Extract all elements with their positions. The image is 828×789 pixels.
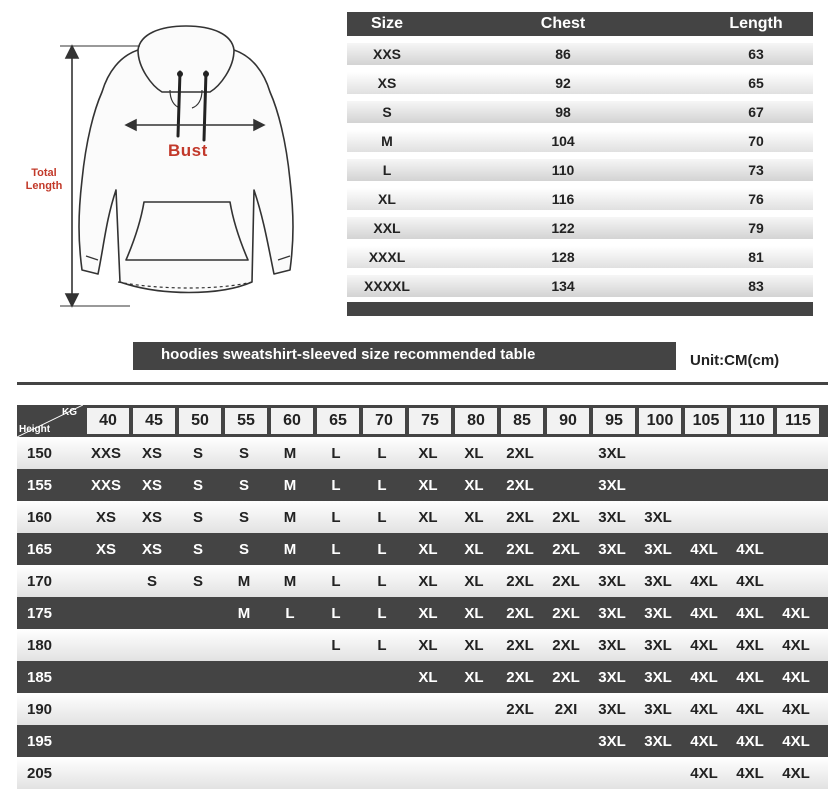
recommended-size-cell: M [283, 508, 297, 526]
chest-cell: 122 [551, 220, 575, 236]
recommended-size-cell: XL [464, 636, 484, 654]
height-row [17, 757, 828, 789]
length-cell: 70 [748, 133, 764, 149]
length-header: Length [729, 15, 783, 32]
size-row [347, 246, 813, 268]
recommended-size-cell: 4XL [690, 700, 718, 718]
recommended-size-cell: 4XL [736, 540, 764, 558]
recommended-size-cell: 3XL [598, 700, 626, 718]
recommended-size-cell: 3XL [644, 636, 672, 654]
length-cell: 67 [748, 104, 764, 120]
height-row [17, 501, 828, 533]
weight-header-cell: 95 [593, 408, 635, 434]
recommended-size-cell: 2XL [506, 444, 534, 462]
height-cell: 190 [27, 700, 53, 718]
recommended-size-cell: XS [141, 444, 162, 462]
recommended-size-cell: L [331, 636, 341, 654]
recommended-size-cell: L [377, 604, 387, 622]
recommended-size-cell: 4XL [736, 668, 764, 686]
recommended-size-cell: 4XL [782, 636, 810, 654]
recommended-size-cell: 4XL [736, 572, 764, 590]
recommended-size-cell: M [283, 572, 297, 590]
recommended-size-cell: 3XL [598, 572, 626, 590]
length-cell: 83 [748, 278, 764, 294]
recommended-size-cell: XL [464, 572, 484, 590]
recommended-size-cell: L [331, 476, 341, 494]
height-row [17, 629, 828, 661]
recommended-size-cell: 2XL [506, 636, 534, 654]
recommended-size-cell: 4XL [690, 636, 718, 654]
recommended-size-cell: M [283, 444, 297, 462]
recommended-size-cell: M [283, 476, 297, 494]
length-cell: 79 [748, 220, 764, 236]
recommended-size-cell: 3XL [644, 668, 672, 686]
recommended-size-cell: S [238, 540, 249, 558]
recommended-size-cell: S [192, 444, 203, 462]
recommended-size-cell: 3XL [644, 604, 672, 622]
recommended-size-cell: XL [464, 668, 484, 686]
recommended-size-cell: 4XL [690, 732, 718, 750]
height-row [17, 533, 828, 565]
height-cell: 160 [27, 508, 53, 526]
recommended-size-cell: 4XL [736, 636, 764, 654]
unit-label: Unit:CM(cm) [690, 352, 780, 369]
length-cell: 73 [748, 162, 764, 178]
size-cell: XXXXL [364, 278, 410, 294]
recommended-size-cell: 4XL [690, 540, 718, 558]
size-cell: XXL [373, 220, 401, 236]
recommended-size-cell: XL [418, 476, 438, 494]
height-cell: 175 [27, 604, 53, 622]
length-cell: 81 [748, 249, 764, 265]
size-recommendation-table [17, 405, 828, 789]
height-cell: 150 [27, 444, 53, 462]
weight-header-cell: 80 [455, 408, 497, 434]
recommended-size-cell: 3XL [644, 508, 672, 526]
recommended-size-cell: M [237, 572, 251, 590]
recommended-size-cell: XL [464, 476, 484, 494]
recommended-size-cell: XL [464, 540, 484, 558]
weight-header-cell: 50 [179, 408, 221, 434]
size-row [347, 101, 813, 123]
recommended-size-cell: XL [464, 508, 484, 526]
size-cell: XL [378, 191, 396, 207]
size-row [347, 72, 813, 94]
recommended-size-cell: 3XL [598, 668, 626, 686]
weight-header-cell: 45 [133, 408, 175, 434]
recommended-size-cell: 4XL [782, 604, 810, 622]
length-cell: 65 [748, 75, 764, 91]
recommended-size-cell: XS [95, 508, 116, 526]
weight-header-cell: 65 [317, 408, 359, 434]
recommended-size-cell: 2XL [506, 668, 534, 686]
recommended-size-cell: L [331, 444, 341, 462]
height-cell: 205 [27, 764, 53, 782]
height-row [17, 661, 828, 693]
height-cell: 180 [27, 636, 53, 654]
weight-header-cell: 85 [501, 408, 543, 434]
recommended-size-cell: XS [141, 540, 162, 558]
size-header: Size [370, 15, 403, 32]
recommended-size-cell: 4XL [736, 764, 764, 782]
chest-cell: 98 [555, 104, 571, 120]
recommended-size-cell: L [377, 572, 387, 590]
chest-cell: 128 [551, 249, 575, 265]
height-row [17, 469, 828, 501]
recommend-banner: hoodies sweatshirt-sleeved size recommended table [133, 342, 676, 370]
height-cell: 185 [27, 668, 53, 686]
recommended-size-cell: 2XL [506, 540, 534, 558]
recommended-size-cell: M [283, 540, 297, 558]
recommended-size-cell: XL [418, 540, 438, 558]
size-table-header [347, 12, 813, 36]
size-row [347, 130, 813, 152]
height-row [17, 597, 828, 629]
recommended-size-cell: 2XL [552, 636, 580, 654]
size-cell: XXXL [368, 249, 406, 265]
weight-header-cell: 70 [363, 408, 405, 434]
recommended-size-cell: 3XL [644, 700, 672, 718]
recommended-size-cell: 4XL [782, 764, 810, 782]
weight-header-cell: 55 [225, 408, 267, 434]
recommended-size-cell: L [331, 604, 341, 622]
weight-header-cell: 40 [87, 408, 129, 434]
length-cell: 76 [748, 191, 764, 207]
recommended-size-cell: S [192, 540, 203, 558]
recommended-size-cell: 4XL [690, 572, 718, 590]
recommended-size-cell: XS [141, 508, 162, 526]
recommended-size-cell: 2XL [552, 668, 580, 686]
recommended-size-cell: 3XL [598, 604, 626, 622]
recommended-size-cell: 3XL [644, 732, 672, 750]
recommended-size-cell: S [192, 572, 203, 590]
height-cell: 170 [27, 572, 53, 590]
recommended-size-cell: XL [418, 604, 438, 622]
chest-header: Chest [540, 15, 586, 32]
recommended-size-cell: S [238, 508, 249, 526]
recommended-size-cell: 2XL [552, 572, 580, 590]
size-cell: L [382, 162, 392, 178]
recommended-size-cell: 4XL [782, 700, 810, 718]
size-cell: XXS [372, 46, 401, 62]
recommended-size-cell: S [238, 476, 249, 494]
size-row [347, 43, 813, 65]
recommended-size-cell: 4XL [782, 732, 810, 750]
size-row [347, 188, 813, 210]
total-length-label: Total Length [25, 167, 63, 192]
recommended-size-cell: XL [418, 668, 438, 686]
kg-label: KG [62, 407, 77, 418]
height-label: Height [19, 424, 51, 435]
recommended-size-cell: 3XL [598, 732, 626, 750]
bust-label: Bust [168, 141, 208, 160]
recommended-size-cell: 3XL [598, 540, 626, 558]
size-table-footer-bar [347, 302, 813, 316]
recommended-size-cell: XL [418, 444, 438, 462]
recommended-size-cell: L [377, 444, 387, 462]
recommended-size-cell: S [192, 508, 203, 526]
recommended-size-cell: 3XL [598, 476, 626, 494]
weight-header-cell: 110 [731, 408, 773, 434]
recommended-size-cell: 2XI [554, 700, 578, 718]
weight-header-cell: 75 [409, 408, 451, 434]
recommended-size-cell: XXS [90, 444, 121, 462]
recommended-size-cell: 2XL [506, 700, 534, 718]
recommended-size-cell: L [377, 476, 387, 494]
recommended-size-cell: L [377, 508, 387, 526]
section-divider [17, 382, 828, 385]
recommended-size-cell: S [146, 572, 157, 590]
weight-header-cell: 115 [777, 408, 819, 434]
weight-header-cell: 60 [271, 408, 313, 434]
height-row [17, 437, 828, 469]
recommended-size-cell: 4XL [736, 700, 764, 718]
recommended-size-cell: L [377, 636, 387, 654]
recommended-size-cell: 2XL [552, 508, 580, 526]
height-kg-corner [17, 405, 83, 437]
size-cell: S [382, 104, 392, 120]
recommended-size-cell: 2XL [552, 540, 580, 558]
weight-header-cell: 100 [639, 408, 681, 434]
recommended-size-cell: 3XL [644, 540, 672, 558]
recommended-size-cell: 2XL [506, 476, 534, 494]
size-row [347, 275, 813, 297]
recommended-size-cell: L [331, 540, 341, 558]
recommended-size-cell: 4XL [736, 732, 764, 750]
size-row [347, 159, 813, 181]
recommended-size-cell: 4XL [690, 764, 718, 782]
recommended-size-cell: 4XL [690, 604, 718, 622]
recommended-size-cell: 2XL [506, 604, 534, 622]
recommended-size-cell: XL [418, 636, 438, 654]
weight-header-cell: 90 [547, 408, 589, 434]
height-cell: 165 [27, 540, 53, 558]
size-chart-table [347, 12, 813, 316]
recommended-size-cell: 2XL [506, 508, 534, 526]
weight-header-row [17, 405, 828, 437]
weight-header-cell: 105 [685, 408, 727, 434]
recommended-size-cell: XL [464, 604, 484, 622]
recommended-size-cell: 4XL [782, 668, 810, 686]
recommended-size-cell: XL [418, 508, 438, 526]
height-row [17, 565, 828, 597]
chest-cell: 116 [551, 191, 575, 207]
height-cell: 155 [27, 476, 53, 494]
recommended-size-cell: 3XL [644, 572, 672, 590]
recommended-size-cell: 3XL [598, 508, 626, 526]
chest-cell: 86 [555, 46, 571, 62]
recommended-size-cell: 3XL [598, 636, 626, 654]
recommended-size-cell: XXS [90, 476, 121, 494]
size-cell: XS [377, 75, 397, 91]
recommended-size-cell: L [285, 604, 295, 622]
size-cell: M [381, 133, 393, 149]
recommended-size-cell: XL [418, 572, 438, 590]
chest-cell: 134 [551, 278, 575, 294]
recommended-size-cell: L [331, 508, 341, 526]
recommended-size-cell: XS [95, 540, 116, 558]
chest-cell: 110 [551, 162, 575, 178]
size-row [347, 217, 813, 239]
recommended-size-cell: S [238, 444, 249, 462]
chest-cell: 92 [555, 75, 571, 91]
height-row [17, 693, 828, 725]
recommended-size-cell: S [192, 476, 203, 494]
recommended-size-cell: M [237, 604, 251, 622]
recommended-size-cell: L [331, 572, 341, 590]
recommended-size-cell: 2XL [506, 572, 534, 590]
length-cell: 63 [748, 46, 764, 62]
height-row [17, 725, 828, 757]
recommended-size-cell: 4XL [736, 604, 764, 622]
recommended-size-cell: 3XL [598, 444, 626, 462]
recommended-size-cell: XS [141, 476, 162, 494]
recommended-size-cell: L [377, 540, 387, 558]
recommended-size-cell: XL [464, 444, 484, 462]
recommended-size-cell: 2XL [552, 604, 580, 622]
chest-cell: 104 [551, 133, 575, 149]
height-cell: 195 [27, 732, 53, 750]
recommended-size-cell: 4XL [690, 668, 718, 686]
